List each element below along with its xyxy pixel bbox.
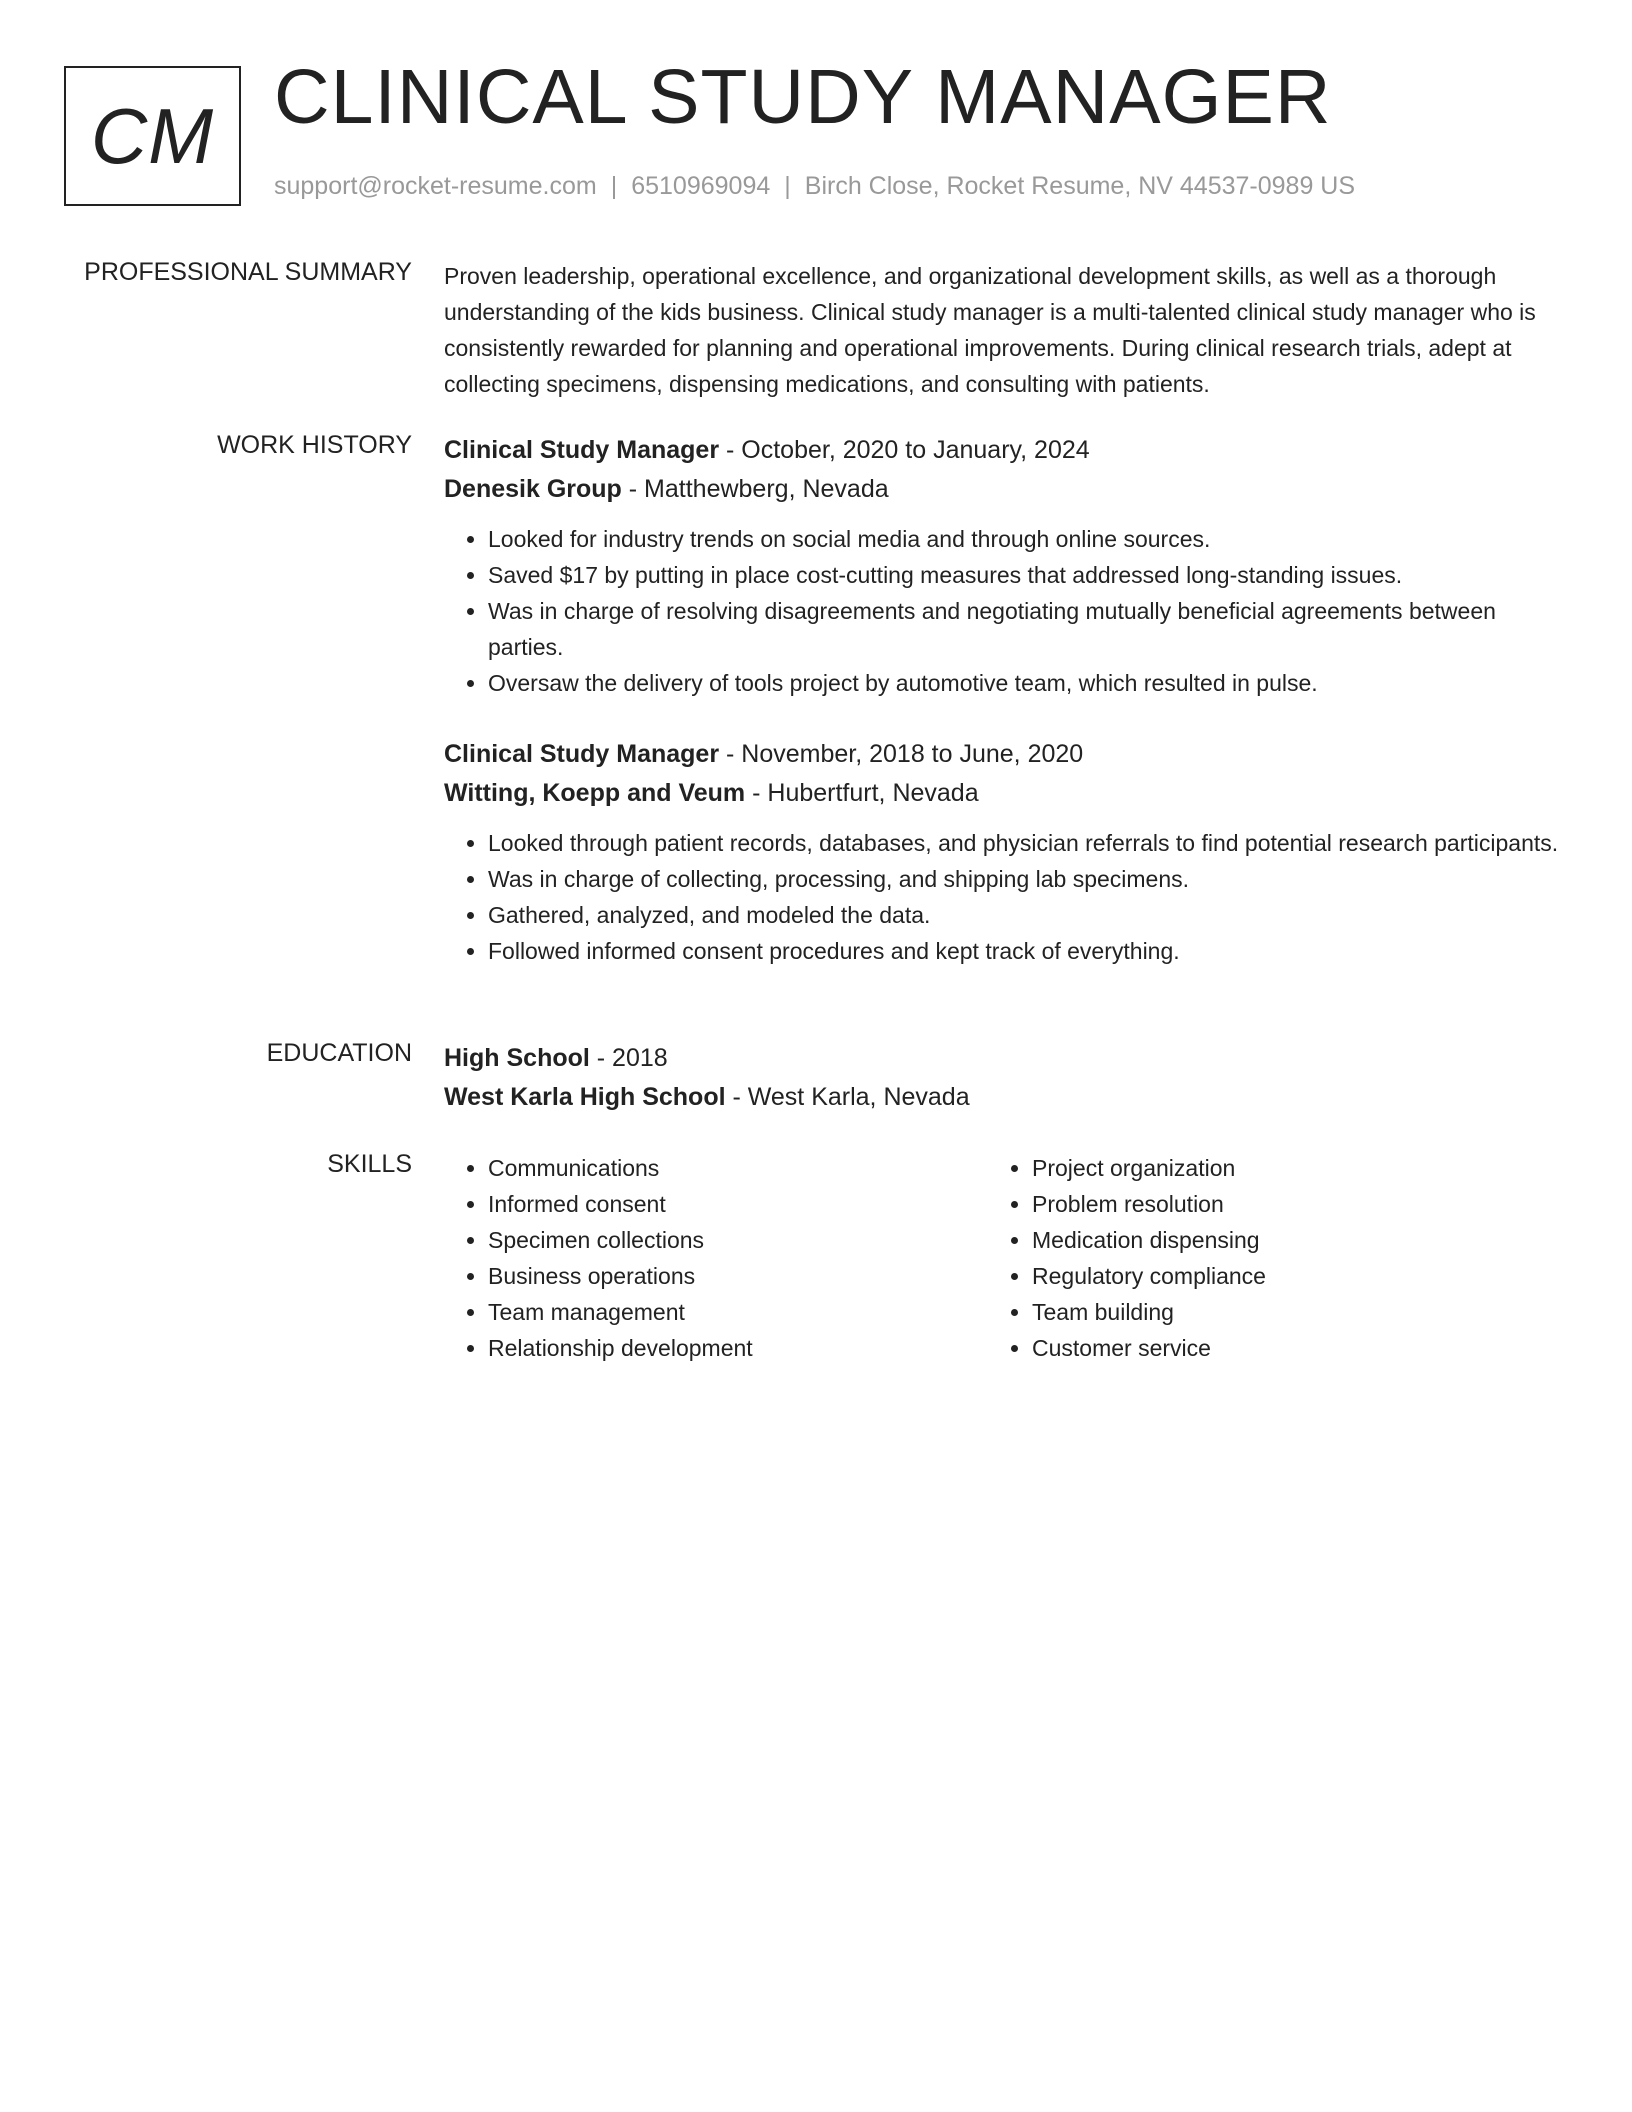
job-bullet: • Looked through patient records, databases, and physician referrals to find potential research participants. bbox=[488, 825, 1564, 861]
education-location: - West Karla, Nevada bbox=[725, 1083, 970, 1111]
skill-item: • Project organization bbox=[1032, 1150, 1532, 1186]
job-company: Witting, Koepp and Veum bbox=[444, 779, 746, 807]
job-company: Denesik Group bbox=[444, 475, 622, 503]
skill-item: • Communications bbox=[488, 1150, 988, 1186]
job-entry bbox=[444, 735, 1564, 969]
job-company-line bbox=[444, 470, 1564, 509]
monogram-text: CM bbox=[90, 91, 215, 180]
job-bullets bbox=[444, 825, 1564, 969]
contact-separator: | bbox=[784, 172, 791, 200]
work-history-body bbox=[444, 431, 1564, 969]
education-school-line bbox=[444, 1078, 1564, 1117]
work-history-label: WORK HISTORY bbox=[217, 431, 412, 459]
job-dates: - November, 2018 to June, 2020 bbox=[719, 740, 1084, 768]
skill-item: • Team building bbox=[1032, 1294, 1532, 1330]
skill-item: • Problem resolution bbox=[1032, 1186, 1532, 1222]
job-bullet: • Oversaw the delivery of tools project by automotive team, which resulted in pulse. bbox=[488, 665, 1564, 701]
skill-item: • Regulatory compliance bbox=[1032, 1258, 1532, 1294]
skill-item: • Specimen collections bbox=[488, 1222, 988, 1258]
skill-item: • Relationship development bbox=[488, 1330, 988, 1366]
contact-phone: 6510969094 bbox=[631, 172, 771, 200]
summary-body bbox=[444, 258, 1564, 402]
education-body bbox=[444, 1039, 1564, 1117]
job-bullet: • Saved $17 by putting in place cost-cutting measures that addressed long-standing issues. bbox=[488, 557, 1564, 593]
skills-list-left bbox=[444, 1150, 988, 1366]
job-location: - Hubertfurt, Nevada bbox=[745, 779, 979, 807]
job-bullets bbox=[444, 521, 1564, 701]
job-bullet: • Followed informed consent procedures and kept track of everything. bbox=[488, 933, 1564, 969]
skill-item: • Team management bbox=[488, 1294, 988, 1330]
job-title: Clinical Study Manager bbox=[444, 436, 720, 464]
contact-address: Birch Close, Rocket Resume, NV 44537-0989 US bbox=[804, 172, 1356, 200]
job-company-line bbox=[444, 774, 1564, 813]
job-location: - Matthewberg, Nevada bbox=[621, 475, 889, 503]
job-title: Clinical Study Manager bbox=[444, 740, 720, 768]
contact-line bbox=[274, 172, 1355, 201]
job-title-line bbox=[444, 431, 1564, 470]
job-bullet: • Gathered, analyzed, and modeled the data. bbox=[488, 897, 1564, 933]
skills-columns bbox=[444, 1150, 1564, 1366]
skills-label: SKILLS bbox=[327, 1150, 412, 1178]
job-title-line bbox=[444, 735, 1564, 774]
job-bullet: • Was in charge of collecting, processing, and shipping lab specimens. bbox=[488, 861, 1564, 897]
skills-list-right bbox=[988, 1150, 1532, 1366]
education-school: West Karla High School bbox=[444, 1083, 726, 1111]
education-degree-line bbox=[444, 1039, 1564, 1078]
education-label: EDUCATION bbox=[266, 1039, 412, 1067]
education-degree: High School bbox=[444, 1044, 590, 1072]
summary-label: PROFESSIONAL SUMMARY bbox=[84, 258, 412, 286]
skill-item: • Business operations bbox=[488, 1258, 988, 1294]
monogram-box bbox=[64, 66, 241, 206]
contact-separator: | bbox=[610, 172, 618, 200]
job-entry bbox=[444, 431, 1564, 701]
summary-text: Proven leadership, operational excellence, and organizational development skills, as well as a thorough understanding of the kids business. Clinical study manager is a multi-talented clinical study manager who is consistently rewarded for planning and operational improvements. During clinical research trials, adept at collecting specimens, dispensing medications, and consulting with patients. bbox=[444, 263, 1536, 397]
skill-item: • Medication dispensing bbox=[1032, 1222, 1532, 1258]
job-bullet: • Looked for industry trends on social media and through online sources. bbox=[488, 521, 1564, 557]
skill-item: • Customer service bbox=[1032, 1330, 1532, 1366]
skill-item: • Informed consent bbox=[488, 1186, 988, 1222]
resume-title: CLINICAL STUDY MANAGER bbox=[274, 54, 1332, 140]
skills-body bbox=[444, 1150, 1564, 1366]
education-year: - 2018 bbox=[589, 1044, 668, 1072]
contact-email: support@rocket-resume.com bbox=[274, 172, 597, 200]
job-dates: - October, 2020 to January, 2024 bbox=[719, 436, 1090, 464]
job-bullet: • Was in charge of resolving disagreements and negotiating mutually beneficial agreements between parties. bbox=[488, 593, 1564, 665]
